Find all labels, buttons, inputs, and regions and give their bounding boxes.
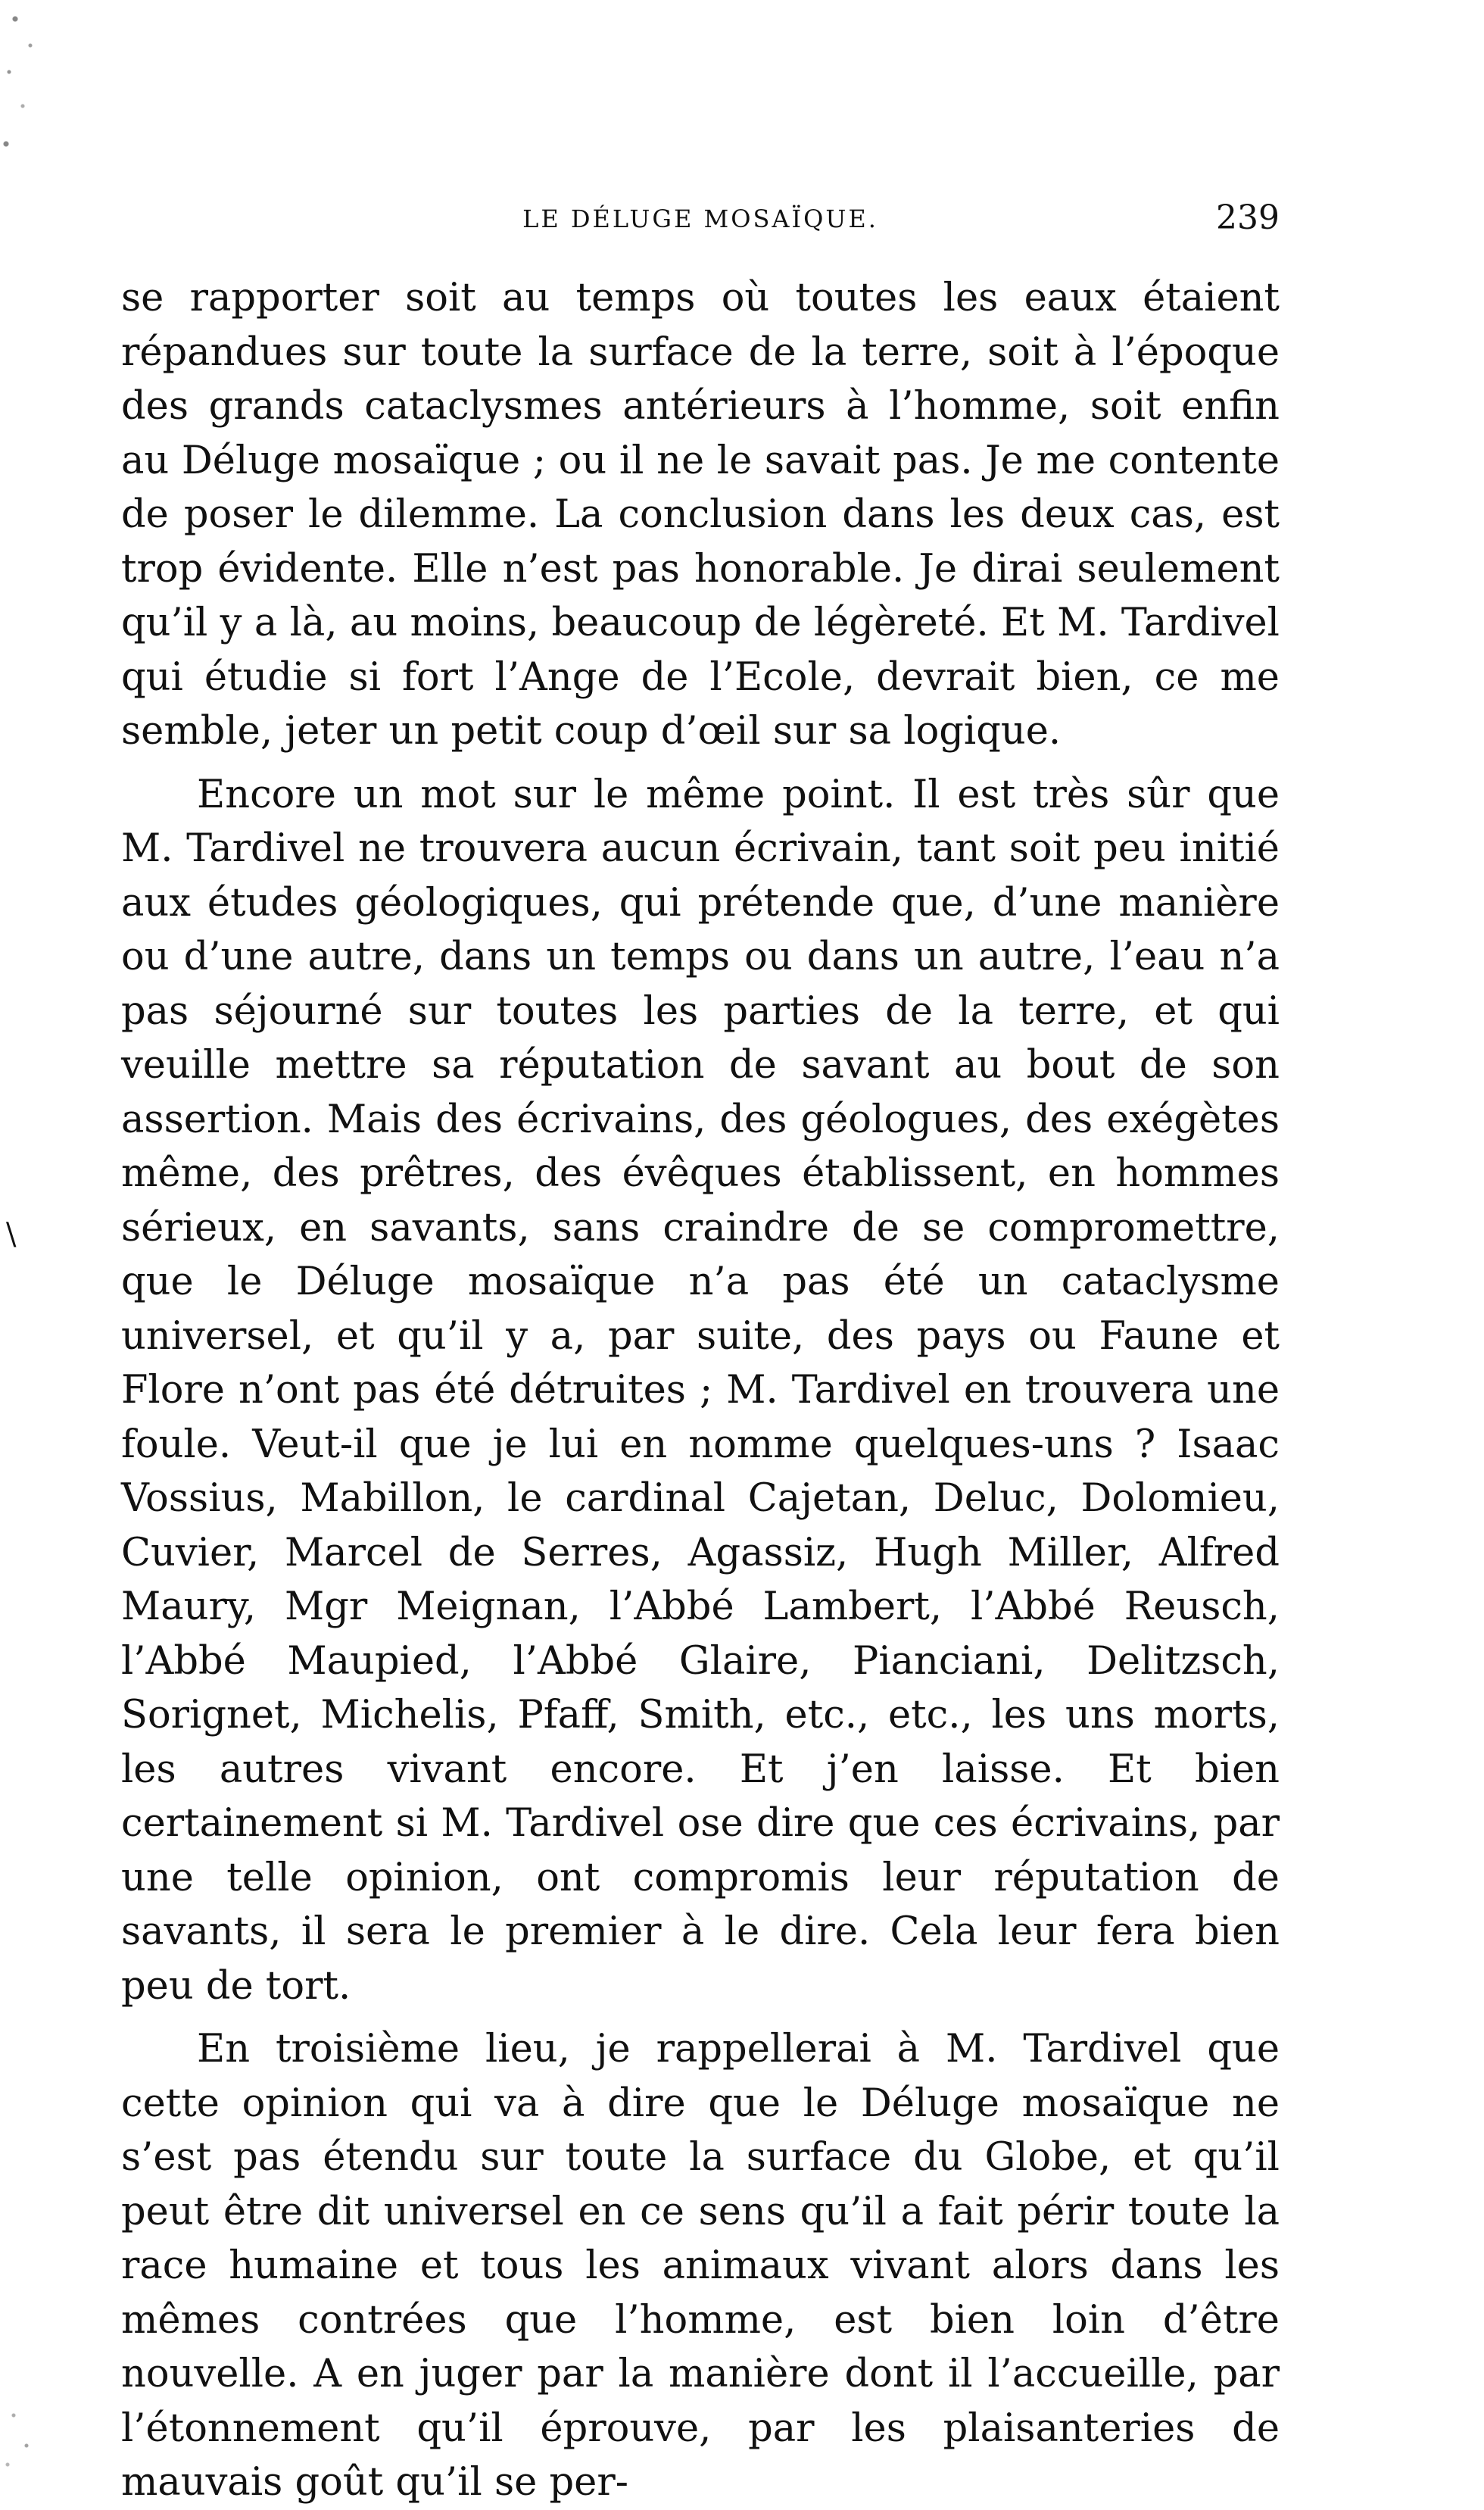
margin-mark: \ [6,1217,17,1252]
page-header [121,198,1280,244]
paragraph-continuation: se rapporter soit au temps où toutes les eaux étaient répandues sur toute la surface de la terre, soit à l’époque des grands cataclysmes antérieurs à l’homme, soit enfin au Déluge mosaïque ; ou il ne le savait pas. Je me contente de poser le dilemme. La conclusion dans les deux cas, est trop évidente. Elle n’est pas honorable. Je dirai seulement qu’il y a là, au moins, beaucoup de légèreté. Et M. Tardivel qui étudie si fort l’Ange de l’Ecole, devrait bien, ce me semble, jeter un petit coup d’œil sur sa logique. [121,276,1280,754]
page-edge-specks [0,0,53,174]
paragraph: En troisième lieu, je rappellerai à M. Tardivel que cette opinion qui va à dire que le Déluge mosaïque ne s’est pas étendu sur toute la surface du Globe, et qu’il peut être dit universel en ce sens qu’il a fait périr toute la race humaine et tous les animaux vivant alors dans les mêmes contrées que l’homme, est bien loin d’être nouvelle. A en juger par la manière dont il l’accueille, par l’étonnement qu’il éprouve, par les plaisanteries de mauvais goût qu’il se per- [121,2027,1280,2505]
paragraph: Encore un mot sur le même point. Il est très sûr que M. Tardivel ne trouvera aucun écrivain, tant soit peu initié aux études géologiques, qui prétende que, d’une manière ou d’une autre, dans un temps ou dans un autre, l’eau n’a pas séjourné sur toutes les parties de la terre, et qui veuille mettre sa réputation de savant au bout de son assertion. Mais des écrivains, des géologues, des exégètes même, des prêtres, des évêques établissent, en hommes sérieux, en savants, sans craindre de se compromettre, que le Déluge mosaïque n’a pas été un cataclysme universel, et qu’il y a, par suite, des pays ou Faune et Flore n’ont pas été détruites ; M. Tardivel en trouvera une foule. Veut-il que je lui en nomme quelques-uns ? Isaac Vossius, Mabillon, le cardinal Cajetan, Deluc, Dolomieu, Cuvier, Marcel de Serres, Agassiz, Hugh Miller, Alfred Maury, Mgr Meignan, l’Abbé Lambert, l’Abbé Reusch, l’Abbé Maupied, l’Abbé Glaire, Pianciani, Delitzsch, Sorignet, Michelis, Pfaff, Smith, etc., etc., les uns morts, les autres vivant encore. Et j’en laisse. Et bien certainement si M. Tardivel ose dire que ces écrivains, par une telle opinion, ont compromis leur réputation de savants, il sera le premier à le dire. Cela leur fera bien peu de tort. [121,772,1280,2009]
body-text [121,271,1280,2510]
running-head: LE DÉLUGE MOSAÏQUE. [522,204,878,233]
page-edge-specks-bottom [0,2385,53,2476]
page-number: 239 [1216,198,1280,237]
